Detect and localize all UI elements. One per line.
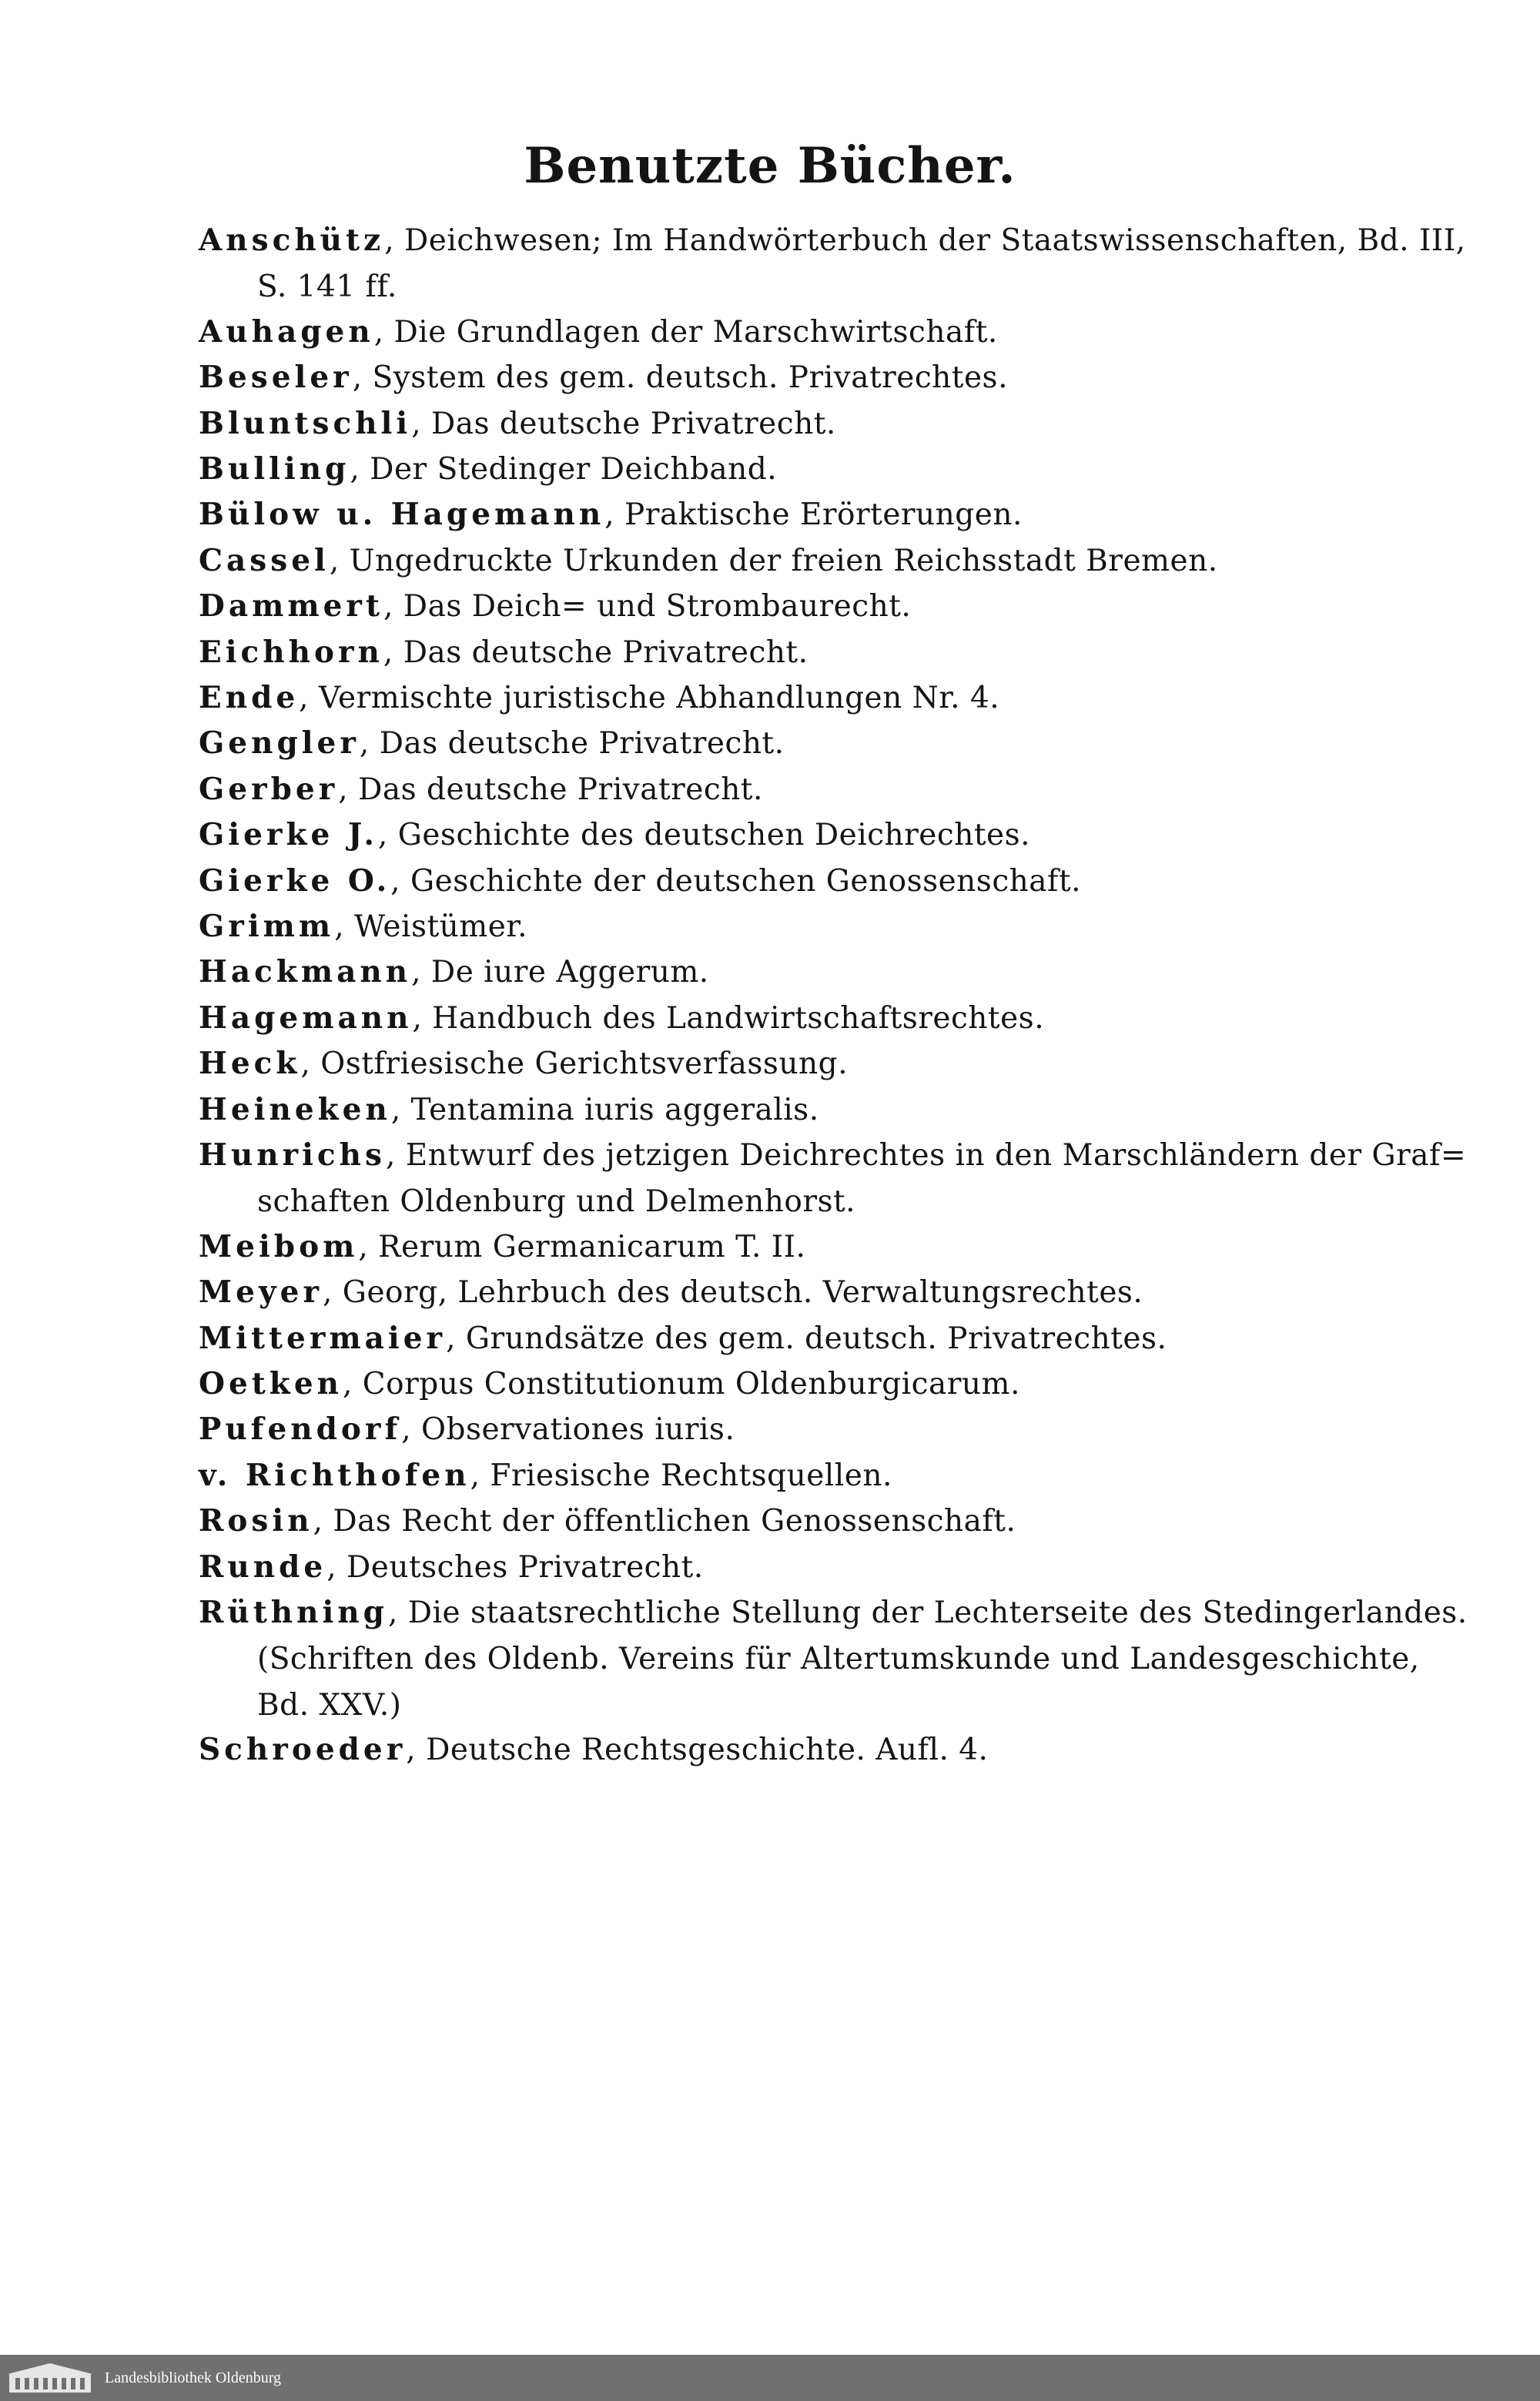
entry-author: Heineken	[199, 1091, 391, 1127]
entry-first-line	[199, 1726, 1369, 1773]
entry-text: , Der Stedinger Deichband.	[350, 452, 778, 487]
entry-first-line	[199, 309, 1369, 356]
bibliography-entry	[199, 1040, 1369, 1087]
entry-text: , Georg, Lehrbuch des deutsch. Verwaltungsrechtes.	[323, 1275, 1143, 1311]
bibliography-entry	[199, 537, 1369, 584]
entry-text: , Geschichte des deutschen Deichrechtes.	[377, 818, 1030, 853]
entry-first-line	[199, 1132, 1467, 1179]
entry-first-line	[199, 491, 1369, 538]
bibliography-entry	[199, 766, 1369, 813]
entry-author: Hackmann	[199, 954, 412, 990]
bibliography-entry	[199, 1726, 1369, 1773]
entry-first-line	[199, 1406, 1369, 1453]
entry-continuation-line	[199, 1683, 1369, 1729]
entry-author: v. Richthofen	[199, 1457, 470, 1493]
entry-text: , Grundsätze des gem. deutsch. Privatrechtes.	[446, 1321, 1167, 1356]
bibliography-entry	[199, 1361, 1369, 1408]
bibliography-entry	[199, 675, 1369, 722]
entry-text: schaften Oldenburg und Delmenhorst.	[257, 1184, 856, 1219]
entry-text: , Das Deich= und Strombaurecht.	[383, 589, 912, 625]
entry-text: , Das deutsche Privatrecht.	[411, 406, 836, 441]
entry-text: , Corpus Constitutionum Oldenburgicarum.	[343, 1367, 1020, 1401]
entry-first-line	[199, 766, 1369, 813]
bibliography-entry	[199, 1406, 1369, 1453]
bibliography-entry	[199, 1132, 1467, 1225]
entry-text: , Rerum Germanicarum T. II.	[358, 1229, 806, 1264]
entry-text: , Deutsche Rechtsgeschichte. Aufl. 4.	[406, 1733, 989, 1768]
entry-first-line	[199, 720, 1369, 767]
page-title: Benutzte Bücher.	[524, 137, 1016, 195]
entry-text: S. 141 ff.	[257, 270, 397, 304]
entry-author: Gierke J.	[199, 817, 378, 853]
entry-first-line	[199, 903, 1369, 950]
bibliography-entry	[199, 1269, 1369, 1316]
bibliography-entry	[199, 720, 1369, 767]
entry-author: Bluntschli	[199, 405, 412, 441]
bibliography-entry	[199, 354, 1369, 401]
bibliography-entry	[199, 629, 1369, 676]
entry-text: , Vermischte juristische Abhandlungen Nr. 4.	[299, 681, 1000, 715]
entry-author: Gierke O.	[199, 862, 391, 899]
bibliography-entry	[199, 1589, 1468, 1729]
entry-text: , Friesische Rechtsquellen.	[470, 1458, 892, 1493]
entry-text: (Schriften des Oldenb. Vereins für Altertumskunde und Landesgeschichte,	[257, 1642, 1420, 1676]
entry-first-line	[199, 217, 1466, 264]
entry-author: Rüthning	[199, 1595, 388, 1630]
bibliography-entry	[199, 491, 1369, 538]
entry-author: Meyer	[199, 1274, 323, 1311]
entry-continuation-line	[199, 1179, 1369, 1225]
entry-first-line	[199, 949, 1369, 996]
footer-text: Landesbibliothek Oldenburg	[105, 2369, 282, 2386]
entry-text: Bd. XXV.)	[257, 1688, 402, 1723]
entry-author: Dammert	[199, 588, 383, 625]
entry-first-line	[199, 1224, 1369, 1271]
entry-text: , Das deutsche Privatrecht.	[383, 635, 808, 670]
entry-first-line	[199, 1589, 1468, 1636]
entry-text: , Observationes iuris.	[401, 1412, 735, 1448]
entry-continuation-line	[199, 1636, 1420, 1683]
entry-first-line	[199, 354, 1369, 401]
entry-author: Meibom	[199, 1228, 359, 1264]
bibliography-entry	[199, 1498, 1369, 1545]
entry-author: Pufendorf	[199, 1411, 402, 1448]
bibliography-entry	[199, 903, 1369, 950]
entry-author: Rosin	[199, 1503, 313, 1539]
entry-text: , Das deutsche Privatrecht.	[359, 726, 785, 762]
entry-text: , Das Recht der öffentlichen Genossenschaft.	[313, 1504, 1016, 1539]
entry-continuation-line	[199, 264, 1369, 310]
entry-first-line	[199, 583, 1369, 630]
entry-author: Schroeder	[199, 1732, 407, 1768]
entry-author: Bulling	[199, 451, 350, 487]
entry-text: , Entwurf des jetzigen Deichrechtes in den Marschländern der Graf=	[385, 1138, 1467, 1173]
entry-first-line	[199, 400, 1369, 447]
entry-text: , Die staatsrechtliche Stellung der Lechterseite des Stedingerlandes.	[387, 1596, 1468, 1630]
bibliography-entry	[199, 995, 1369, 1042]
entry-first-line	[199, 995, 1369, 1042]
entry-first-line	[199, 537, 1369, 584]
entry-first-line	[199, 1361, 1369, 1408]
bibliography-entry	[199, 217, 1466, 310]
entry-first-line	[199, 629, 1369, 676]
entry-author: Auhagen	[199, 313, 374, 350]
bibliography-entry	[199, 309, 1369, 356]
entry-first-line	[199, 1544, 1369, 1591]
bibliography-entry	[199, 1315, 1369, 1362]
entry-text: , Das deutsche Privatrecht.	[338, 772, 763, 807]
entry-first-line	[199, 1087, 1369, 1134]
entry-author: Bülow u. Hagemann	[199, 497, 605, 533]
entry-author: Gengler	[199, 725, 360, 762]
bibliography-entry	[199, 1452, 1369, 1499]
entry-text: , Praktische Erörterungen.	[604, 497, 1023, 533]
entry-first-line	[199, 858, 1369, 905]
footer-bar	[0, 2355, 1540, 2401]
bibliography-entry	[199, 812, 1369, 859]
entry-text: , Geschichte der deutschen Genossenschaft.	[390, 863, 1082, 899]
bibliography-entry	[199, 858, 1369, 905]
entry-author: Anschütz	[199, 223, 385, 258]
entry-author: Mittermaier	[199, 1320, 447, 1356]
entry-first-line	[199, 1452, 1369, 1499]
entry-first-line	[199, 675, 1369, 722]
bibliography-entry	[199, 1544, 1369, 1591]
entry-author: Hunrichs	[199, 1137, 386, 1173]
entry-text: , Deichwesen; Im Handwörterbuch der Staatswissenschaften, Bd. III,	[384, 223, 1466, 258]
entry-author: Gerber	[199, 771, 339, 807]
entry-author: Cassel	[199, 542, 330, 578]
bibliography-entry	[199, 1087, 1369, 1134]
entry-text: , Ungedruckte Urkunden der freien Reichsstadt Bremen.	[329, 543, 1218, 578]
entry-text: , De iure Aggerum.	[411, 955, 709, 990]
entry-author: Ende	[199, 680, 300, 715]
entry-author: Heck	[199, 1046, 301, 1082]
entry-first-line	[199, 1498, 1369, 1545]
entry-first-line	[199, 812, 1369, 859]
entry-first-line	[199, 1315, 1369, 1362]
entry-text: , Weistümer.	[334, 909, 528, 944]
entry-text: , Die Grundlagen der Marschwirtschaft.	[373, 314, 998, 350]
entry-first-line	[199, 1269, 1369, 1316]
entry-text: , Ostfriesische Gerichtsverfassung.	[300, 1046, 849, 1082]
entry-text: , Deutsches Privatrecht.	[326, 1549, 704, 1585]
entry-author: Runde	[199, 1549, 327, 1585]
entry-author: Hagemann	[199, 1000, 413, 1036]
entry-author: Beseler	[199, 360, 353, 396]
bibliography-entry	[199, 400, 1369, 447]
entry-text: , Tentamina iuris aggeralis.	[390, 1092, 819, 1127]
bibliography-entry	[199, 949, 1369, 996]
bibliography-entry	[199, 1224, 1369, 1271]
bibliography-entry	[199, 583, 1369, 630]
entry-first-line	[199, 1040, 1369, 1087]
entry-author: Grimm	[199, 909, 335, 944]
entry-text: , Handbuch des Landwirtschaftsrechtes.	[412, 1000, 1045, 1036]
bibliography-entry	[199, 446, 1369, 493]
library-building-icon	[8, 2362, 92, 2394]
entry-author: Eichhorn	[199, 634, 383, 670]
entry-author: Oetken	[199, 1366, 343, 1401]
entry-text: , System des gem. deutsch. Privatrechtes.	[352, 360, 1008, 396]
entry-first-line	[199, 446, 1369, 493]
